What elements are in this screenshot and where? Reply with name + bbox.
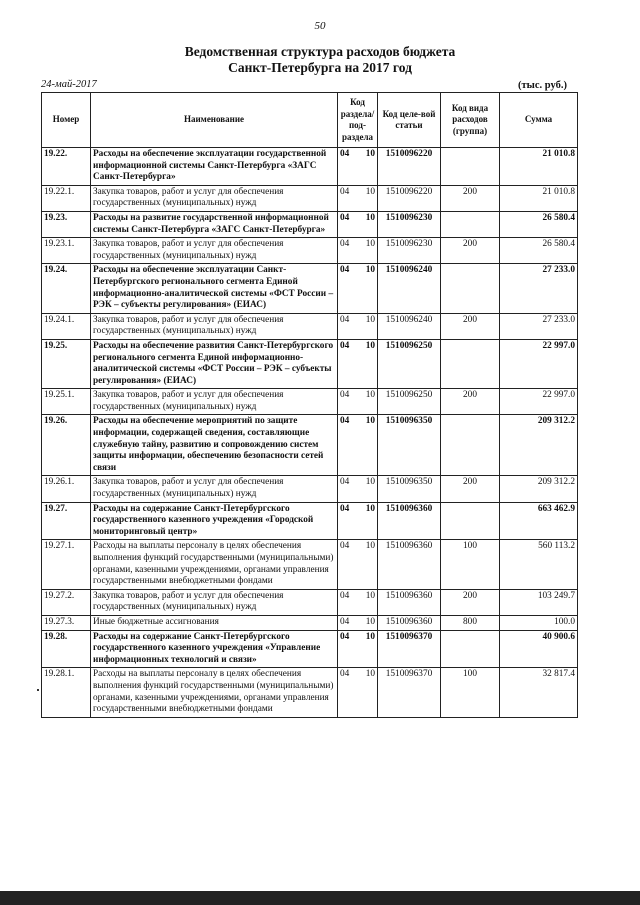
row-number: 19.27. bbox=[42, 502, 91, 540]
row-expense-type-code: 200 bbox=[441, 389, 500, 415]
subsection-code: 10 bbox=[365, 149, 375, 159]
table-row bbox=[42, 264, 578, 313]
row-expense-type-code bbox=[441, 264, 500, 313]
table-row bbox=[42, 540, 578, 589]
row-section-code bbox=[338, 615, 378, 630]
table-row bbox=[42, 211, 578, 237]
row-name: Расходы на обеспечение эксплуатации Санкт-Петербургского регионального сегмента Единой информационно-аналитической системы «ФСТ России – РЭК – субъекты регулирования» (ЕИАС) bbox=[91, 264, 338, 313]
row-amount: 22 997.0 bbox=[500, 339, 578, 388]
subsection-code: 10 bbox=[365, 590, 375, 601]
scan-edge-bar bbox=[0, 891, 640, 905]
row-amount: 21 010.8 bbox=[500, 148, 578, 186]
row-expense-type-code: 200 bbox=[441, 185, 500, 211]
row-expense-type-code: 200 bbox=[441, 313, 500, 339]
margin-mark bbox=[37, 689, 39, 691]
row-section-code bbox=[338, 389, 378, 415]
row-section-code bbox=[338, 630, 378, 668]
row-section-code bbox=[338, 264, 378, 313]
header-name: Наименование bbox=[91, 93, 338, 148]
section-code: 04 bbox=[340, 314, 350, 325]
budget-table bbox=[41, 92, 578, 718]
header-number: Номер bbox=[42, 93, 91, 148]
row-target-code: 1510096230 bbox=[378, 238, 441, 264]
row-name: Закупка товаров, работ и услуг для обеспечения государственных (муниципальных) нужд bbox=[91, 238, 338, 264]
section-code: 04 bbox=[340, 590, 350, 601]
row-section-code bbox=[338, 415, 378, 476]
row-target-code: 1510096230 bbox=[378, 211, 441, 237]
section-code: 04 bbox=[340, 265, 350, 276]
row-amount: 100.0 bbox=[500, 615, 578, 630]
table-row bbox=[42, 502, 578, 540]
row-target-code: 1510096370 bbox=[378, 630, 441, 668]
row-name: Закупка товаров, работ и услуг для обеспечения государственных (муниципальных) нужд bbox=[91, 313, 338, 339]
subsection-code: 10 bbox=[365, 239, 375, 250]
row-expense-type-code: 800 bbox=[441, 615, 500, 630]
row-name: Закупка товаров, работ и услуг для обеспечения государственных (муниципальных) нужд bbox=[91, 476, 338, 502]
row-number: 19.23. bbox=[42, 211, 91, 237]
section-code: 04 bbox=[340, 149, 350, 159]
row-section-code bbox=[338, 589, 378, 615]
section-code: 04 bbox=[340, 541, 350, 552]
row-target-code: 1510096360 bbox=[378, 502, 441, 540]
row-name: Расходы на обеспечение мероприятий по защите информации, содержащей сведения, составляющие служебную тайну, развитию и сопровождению систем защиты информации, обеспечению безопасности сетей связи bbox=[91, 415, 338, 476]
header-section-code: Код раздела/ под-раздела bbox=[338, 93, 378, 148]
table-row bbox=[42, 148, 578, 186]
row-name: Расходы на обеспечение развития Санкт-Петербургского регионального сегмента Единой информационно-аналитической системы «ФСТ России – РЭК – субъекты регулирования» (ЕИАС) bbox=[91, 339, 338, 388]
subsection-code: 10 bbox=[365, 477, 375, 488]
row-amount: 209 312.2 bbox=[500, 476, 578, 502]
table-row bbox=[42, 668, 578, 717]
section-code: 04 bbox=[340, 416, 350, 427]
row-target-code: 1510096240 bbox=[378, 264, 441, 313]
row-amount: 27 233.0 bbox=[500, 313, 578, 339]
subsection-code: 10 bbox=[365, 503, 375, 514]
subsection-code: 10 bbox=[365, 314, 375, 325]
table-row bbox=[42, 630, 578, 668]
table-row bbox=[42, 476, 578, 502]
subsection-code: 10 bbox=[365, 616, 375, 627]
row-section-code bbox=[338, 476, 378, 502]
subsection-code: 10 bbox=[365, 340, 375, 351]
row-amount: 103 249.7 bbox=[500, 589, 578, 615]
row-name: Расходы на содержание Санкт-Петербургского государственного казенного учреждения «Управление информационных технологий и связи» bbox=[91, 630, 338, 668]
row-section-code bbox=[338, 502, 378, 540]
row-amount: 209 312.2 bbox=[500, 415, 578, 476]
row-target-code: 1510096250 bbox=[378, 389, 441, 415]
row-expense-type-code bbox=[441, 415, 500, 476]
row-target-code: 1510096220 bbox=[378, 148, 441, 186]
subsection-code: 10 bbox=[365, 390, 375, 401]
row-target-code: 1510096350 bbox=[378, 415, 441, 476]
row-number: 19.27.1. bbox=[42, 540, 91, 589]
row-name: Иные бюджетные ассигнования bbox=[91, 615, 338, 630]
row-number: 19.22.1. bbox=[42, 185, 91, 211]
row-section-code bbox=[338, 668, 378, 717]
row-section-code bbox=[338, 313, 378, 339]
row-amount: 27 233.0 bbox=[500, 264, 578, 313]
table-row bbox=[42, 185, 578, 211]
row-name: Расходы на содержание Санкт-Петербургского государственного казенного учреждения «Городской мониторинговый центр» bbox=[91, 502, 338, 540]
row-amount: 663 462.9 bbox=[500, 502, 578, 540]
row-name: Расходы на развитие государственной информационной системы Санкт-Петербурга «ЗАГС Санкт-Петербурга» bbox=[91, 211, 338, 237]
row-target-code: 1510096220 bbox=[378, 185, 441, 211]
row-section-code bbox=[338, 540, 378, 589]
subsection-code: 10 bbox=[365, 186, 375, 197]
row-expense-type-code bbox=[441, 630, 500, 668]
row-expense-type-code: 100 bbox=[441, 668, 500, 717]
row-amount: 26 580.4 bbox=[500, 238, 578, 264]
row-number: 19.28.1. bbox=[42, 668, 91, 717]
section-code: 04 bbox=[340, 212, 350, 223]
row-amount: 26 580.4 bbox=[500, 211, 578, 237]
row-number: 19.26. bbox=[42, 415, 91, 476]
section-code: 04 bbox=[340, 340, 350, 351]
document-title bbox=[0, 44, 640, 76]
header-target-code: Код целе-вой статьи bbox=[378, 93, 441, 148]
section-code: 04 bbox=[340, 503, 350, 514]
row-section-code bbox=[338, 238, 378, 264]
row-number: 19.24.1. bbox=[42, 313, 91, 339]
row-number: 19.25.1. bbox=[42, 389, 91, 415]
row-expense-type-code: 200 bbox=[441, 589, 500, 615]
table-header bbox=[42, 93, 578, 148]
row-name: Расходы на выплаты персоналу в целях обеспечения выполнения функций государственными (муниципальными) органами, казенными учреждениями, органами управления государственными внебюджетными фондами bbox=[91, 668, 338, 717]
section-code: 04 bbox=[340, 669, 350, 680]
units-label: (тыс. руб.) bbox=[518, 80, 567, 91]
section-code: 04 bbox=[340, 477, 350, 488]
table-body bbox=[42, 148, 578, 718]
row-number: 19.25. bbox=[42, 339, 91, 388]
subsection-code: 10 bbox=[365, 265, 375, 276]
title-line-2: Санкт-Петербурга на 2017 год bbox=[228, 60, 412, 75]
title-line-1: Ведомственная структура расходов бюджета bbox=[184, 44, 456, 59]
row-expense-type-code bbox=[441, 339, 500, 388]
row-name: Закупка товаров, работ и услуг для обеспечения государственных (муниципальных) нужд bbox=[91, 185, 338, 211]
row-number: 19.23.1. bbox=[42, 238, 91, 264]
row-section-code bbox=[338, 339, 378, 388]
row-name: Закупка товаров, работ и услуг для обеспечения государственных (муниципальных) нужд bbox=[91, 389, 338, 415]
row-amount: 32 817.4 bbox=[500, 668, 578, 717]
table-row bbox=[42, 313, 578, 339]
row-expense-type-code bbox=[441, 148, 500, 186]
row-number: 19.24. bbox=[42, 264, 91, 313]
row-amount: 22 997.0 bbox=[500, 389, 578, 415]
header-amount: Сумма bbox=[500, 93, 578, 148]
row-target-code: 1510096360 bbox=[378, 589, 441, 615]
table-row bbox=[42, 615, 578, 630]
page-number: 50 bbox=[314, 20, 326, 32]
subsection-code: 10 bbox=[365, 212, 375, 223]
row-target-code: 1510096240 bbox=[378, 313, 441, 339]
section-code: 04 bbox=[340, 186, 350, 197]
row-target-code: 1510096250 bbox=[378, 339, 441, 388]
row-amount: 40 900.6 bbox=[500, 630, 578, 668]
row-number: 19.28. bbox=[42, 630, 91, 668]
row-amount: 560 113.2 bbox=[500, 540, 578, 589]
row-expense-type-code bbox=[441, 502, 500, 540]
header-expense-type-code: Код вида расходов (группа) bbox=[441, 93, 500, 148]
table-row bbox=[42, 389, 578, 415]
section-code: 04 bbox=[340, 390, 350, 401]
row-name: Расходы на обеспечение эксплуатации государственной информационной системы Санкт-Петербурга «ЗАГС Санкт-Петербурга» bbox=[91, 148, 338, 186]
section-code: 04 bbox=[340, 239, 350, 250]
row-number: 19.27.2. bbox=[42, 589, 91, 615]
row-expense-type-code: 100 bbox=[441, 540, 500, 589]
row-name: Расходы на выплаты персоналу в целях обеспечения выполнения функций государственными (муниципальными) органами, казенными учреждениями, органами управления государственными внебюджетными фондами bbox=[91, 540, 338, 589]
table-row bbox=[42, 415, 578, 476]
section-code: 04 bbox=[340, 631, 350, 642]
row-expense-type-code: 200 bbox=[441, 476, 500, 502]
document-date: 24-май-2017 bbox=[41, 79, 97, 90]
row-section-code bbox=[338, 211, 378, 237]
row-expense-type-code: 200 bbox=[441, 238, 500, 264]
row-number: 19.27.3. bbox=[42, 615, 91, 630]
row-target-code: 1510096370 bbox=[378, 668, 441, 717]
subsection-code: 10 bbox=[365, 631, 375, 642]
subsection-code: 10 bbox=[365, 541, 375, 552]
row-amount: 21 010.8 bbox=[500, 185, 578, 211]
subsection-code: 10 bbox=[365, 669, 375, 680]
section-code: 04 bbox=[340, 616, 350, 627]
row-expense-type-code bbox=[441, 211, 500, 237]
row-target-code: 1510096350 bbox=[378, 476, 441, 502]
table-row bbox=[42, 238, 578, 264]
row-name: Закупка товаров, работ и услуг для обеспечения государственных (муниципальных) нужд bbox=[91, 589, 338, 615]
table-row bbox=[42, 339, 578, 388]
row-target-code: 1510096360 bbox=[378, 615, 441, 630]
row-target-code: 1510096360 bbox=[378, 540, 441, 589]
table-row bbox=[42, 589, 578, 615]
row-section-code bbox=[338, 185, 378, 211]
row-section-code bbox=[338, 148, 378, 186]
subsection-code: 10 bbox=[365, 416, 375, 427]
row-number: 19.26.1. bbox=[42, 476, 91, 502]
row-number: 19.22. bbox=[42, 148, 91, 186]
